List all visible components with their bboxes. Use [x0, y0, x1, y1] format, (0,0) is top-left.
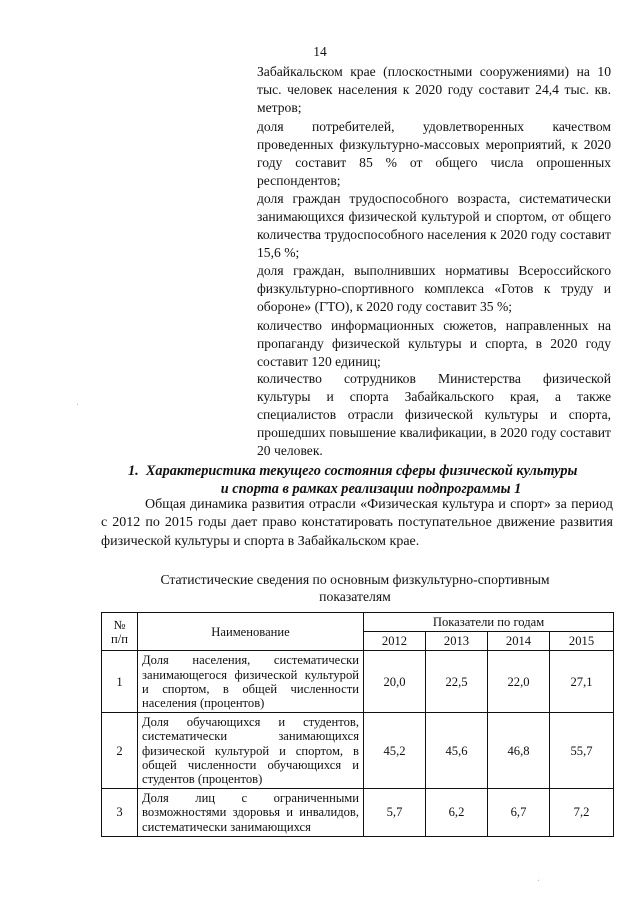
list-item: доля потребителей, удовлетворенных качеством проведенных физкультурно-массовых мероприятий, к 2020 году составит 85 % от общего числа опрошенных респондентов; [257, 119, 611, 188]
row-value: 7,2 [550, 789, 614, 837]
table-row [102, 651, 614, 713]
col-num-header: № п/п [102, 613, 138, 651]
row-value: 45,6 [426, 713, 488, 789]
scan-speck: · [537, 876, 541, 887]
list-item: количество информационных сюжетов, направленных на пропаганду физической культуры и спорта, в 2020 году составит 120 единиц; [257, 318, 611, 369]
row-value: 45,2 [364, 713, 426, 789]
row-value: 5,7 [364, 789, 426, 837]
table-row [102, 789, 614, 837]
list-item: доля граждан трудоспособного возраста, систематически занимающихся физической культурой и спортом, от общего количества трудоспособного населения к 2020 году составит 15,6 %; [257, 191, 611, 260]
row-value: 22,0 [488, 651, 550, 713]
row-value: 20,0 [364, 651, 426, 713]
col-group-header: Показатели по годам [364, 613, 614, 632]
table-caption-line-2: показателям [319, 589, 391, 605]
list-item: Забайкальском крае (плоскостными сооружениями) на 10 тыс. человек населения к 2020 году составит 24,4 тыс. кв. метров; [257, 64, 611, 115]
row-name: Доля лиц с ограниченными возможностями здоровья и инвалидов, систематически занимающихся [138, 789, 364, 837]
table-caption-line-1: Статистические сведения по основным физкультурно-спортивным [160, 572, 550, 587]
section-number: 1. [128, 463, 139, 479]
row-number: 1 [102, 651, 138, 713]
row-value: 55,7 [550, 713, 614, 789]
row-value: 6,7 [488, 789, 550, 837]
row-value: 27,1 [550, 651, 614, 713]
year-header: 2013 [426, 632, 488, 651]
scan-speck: · [76, 400, 80, 411]
row-name: Доля населения, систематически занимающегося физической культурой и спортом, в общей численности населения (процентов) [138, 651, 364, 713]
row-value: 22,5 [426, 651, 488, 713]
row-number: 3 [102, 789, 138, 837]
row-value: 46,8 [488, 713, 550, 789]
table-header-row [102, 613, 614, 632]
section-heading-line-1 [128, 462, 614, 480]
table-caption [120, 571, 590, 606]
section-title-line-1: Характеристика текущего состояния сферы физической культуры [145, 463, 578, 479]
row-value: 6,2 [426, 789, 488, 837]
year-header: 2014 [488, 632, 550, 651]
table-row [102, 713, 614, 789]
section-title-line-2: и спорта в рамках реализации подпрограммы 1 [220, 481, 522, 497]
year-header: 2012 [364, 632, 426, 651]
list-item: доля граждан, выполнивших нормативы Всероссийского физкультурно-спортивного комплекса «Готов к труду и обороне» (ГТО), к 2020 году составит 35 %; [257, 263, 611, 314]
page-number: 14 [313, 44, 327, 59]
body-paragraph: Общая динамика развития отрасли «Физическая культура и спорт» за период с 2012 по 2015 годы дает право констатировать поступательное движение развития физической культуры и спорта в Забайкальском крае. [101, 497, 613, 549]
row-name: Доля обучающихся и студентов, систематически занимающихся физической культурой и спортом, в общей численности обучающихся и студентов (процентов) [138, 713, 364, 789]
stats-table [101, 612, 614, 837]
year-header: 2015 [550, 632, 614, 651]
section-heading [128, 462, 614, 498]
col-name-header: Наименование [138, 613, 364, 651]
list-item: количество сотрудников Министерства физической культуры и спорта Забайкальского края, а также специалистов отрасли физической культуры и спорта, прошедших повышение квалификации, в 2020 году составит 20 человек. [257, 371, 611, 458]
row-number: 2 [102, 713, 138, 789]
